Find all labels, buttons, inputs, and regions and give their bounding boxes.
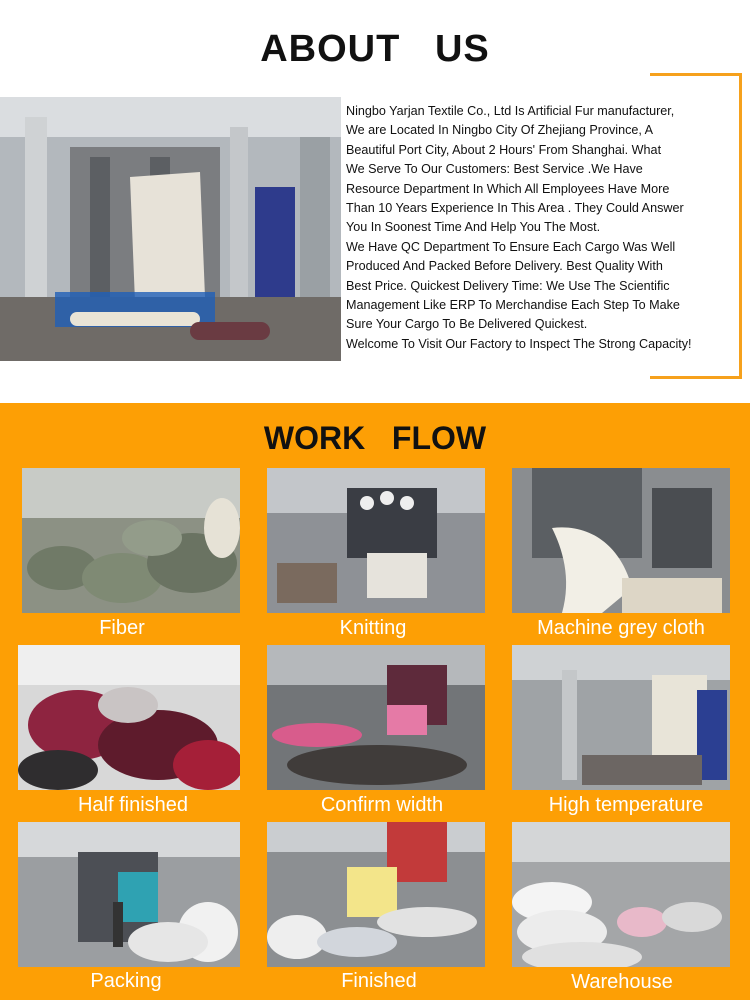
about-line: Beautiful Port City, About 2 Hours' From Shanghai. What <box>346 142 662 157</box>
confirm-width-photo <box>267 645 485 790</box>
step-label-warehouse: Warehouse <box>571 971 673 993</box>
about-line: Best Price. Quickest Delivery Time: We Use The Scientific <box>346 278 670 293</box>
about-line: Resource Department In Which All Employees Have More <box>346 181 670 196</box>
about-line: We Have QC Department To Ensure Each Cargo Was Well <box>346 239 676 254</box>
about-line: Welcome To Visit Our Factory to Inspect The Strong Capacity! <box>346 336 692 351</box>
about-line: We Serve To Our Customers: Best Service .We Have <box>346 162 643 177</box>
factory-interior-photo <box>0 97 341 361</box>
warehouse-photo <box>512 822 730 967</box>
step-label-knitting: Knitting <box>339 617 407 639</box>
step-label-confirm-width: Confirm width <box>320 794 444 816</box>
step-label-finished: Finished <box>341 970 417 992</box>
about-line: Ningbo Yarjan Textile Co., Ltd Is Artificial Fur manufacturer, <box>346 104 675 118</box>
about-line: We are Located In Ningbo City Of Zhejiang Province, A <box>346 123 654 138</box>
about-line: Than 10 Years Experience In This Area . They Could Answer <box>346 201 684 216</box>
machine-grey-cloth-photo <box>512 468 730 613</box>
finished-photo <box>267 822 485 967</box>
step-label-packing: Packing <box>90 970 162 992</box>
step-label-fiber: Fiber <box>99 617 145 639</box>
fiber-photo <box>22 468 240 613</box>
packing-photo <box>18 822 240 967</box>
half-finished-photo <box>18 645 240 790</box>
work-flow-title: WORK FLOW <box>263 420 487 456</box>
about-us-title: ABOUT US <box>260 28 490 70</box>
knitting-photo <box>267 468 485 613</box>
about-line: Sure Your Cargo To Be Delivered Quickest. <box>346 317 588 332</box>
step-label-machine-grey-cloth: Machine grey cloth <box>537 617 705 639</box>
step-label-high-temperature: High temperature <box>548 794 704 816</box>
high-temperature-photo <box>512 645 730 790</box>
step-label-half-finished: Half finished <box>77 794 189 816</box>
about-line: Produced And Packed Before Delivery. Best Quality With <box>346 259 663 274</box>
about-line: Management Like ERP To Merchandise Each Step To Make <box>346 298 680 313</box>
about-line: You In Soonest Time And Help You The Most. <box>346 220 601 235</box>
accent-bracket <box>650 73 742 379</box>
